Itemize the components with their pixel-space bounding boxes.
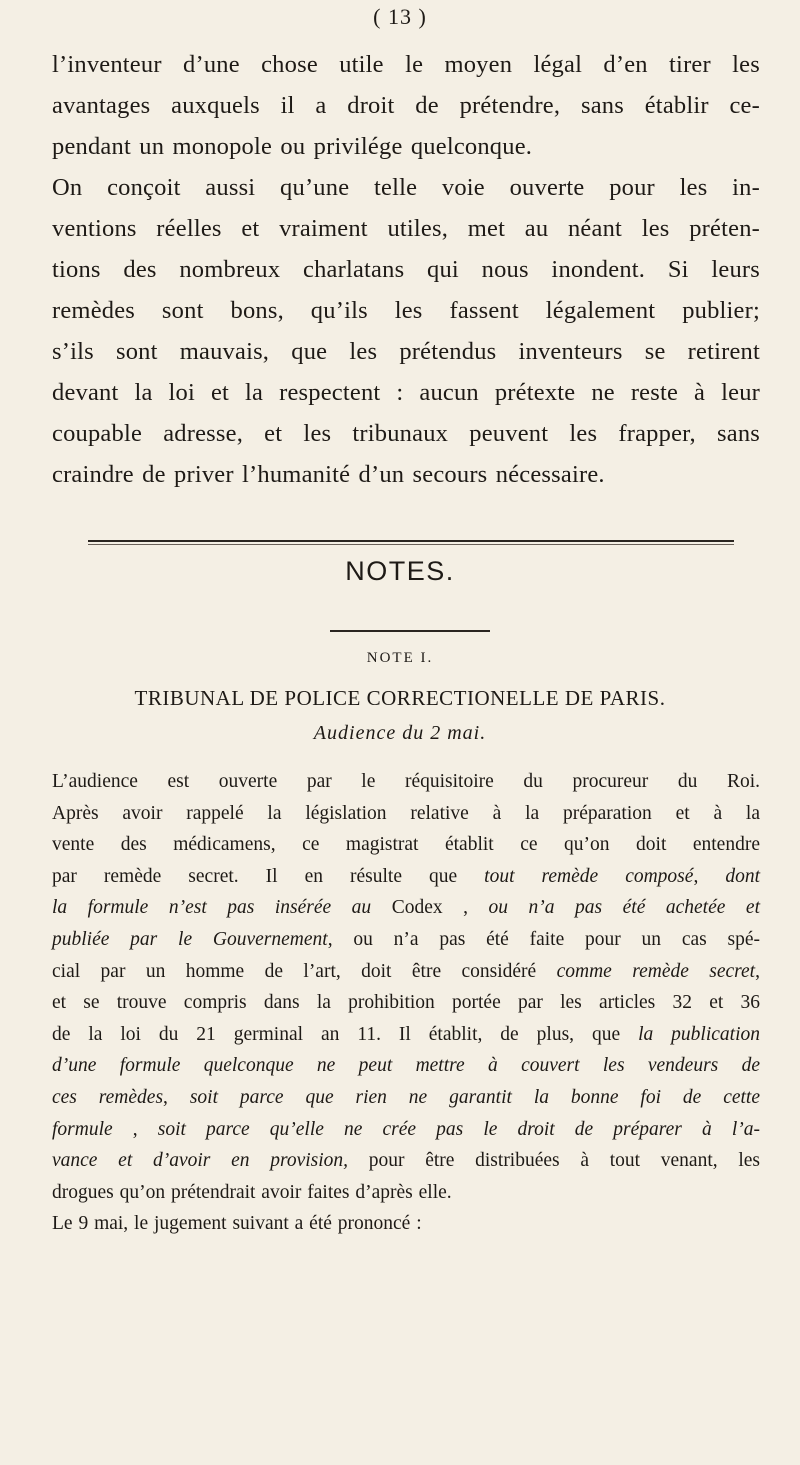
note-line xyxy=(52,766,760,798)
tribunal-heading: TRIBUNAL DE POLICE CORRECTIONELLE DE PARIS. xyxy=(134,686,666,710)
heading-rule xyxy=(330,630,490,632)
roman-run: Codex , xyxy=(371,897,489,919)
italic-run: comme remède secret xyxy=(556,960,756,982)
note-line xyxy=(52,1019,760,1051)
text-line: remèdes sont bons, qu’ils les fassent légalement publier; xyxy=(52,297,760,324)
page-number: ( 13 ) xyxy=(373,4,427,29)
italic-run: publiée par le Gouvernement xyxy=(52,928,328,950)
roman-run: de la loi du 21 germinal an 11. Il établit, de plus, que xyxy=(52,1023,639,1045)
italic-run: ces remèdes xyxy=(52,1086,164,1108)
roman-run: vente des médicamens, ce magistrat établit ce qu’on doit entendre xyxy=(52,834,760,856)
text-line: tions des nombreux charlatans qui nous inondent. Si leurs xyxy=(52,256,760,283)
note-line xyxy=(52,1177,760,1209)
roman-run: drogues qu’on prétendrait avoir faites d’après elle. xyxy=(52,1181,452,1203)
roman-run: , xyxy=(163,1086,190,1108)
note-label: NOTE I. xyxy=(366,650,434,666)
note-line xyxy=(52,987,760,1019)
roman-run: et se trouve compris dans la prohibition portée par les articles 32 et 36 xyxy=(52,992,760,1014)
note-line xyxy=(52,1145,760,1177)
note-line xyxy=(52,924,760,956)
roman-run: par remède secret. Il en résulte que xyxy=(52,865,485,887)
note-line xyxy=(52,892,760,924)
note-line xyxy=(52,861,760,893)
roman-run: L’audience est ouverte par le réquisitoire du procureur du Roi. xyxy=(52,771,760,792)
italic-run: tout remède composé xyxy=(484,865,694,887)
italic-run: soit parce qu’elle ne crée pas le droit de préparer à l’a- xyxy=(157,1118,760,1140)
italic-run: ou n’a pas été achetée et xyxy=(488,897,760,919)
italic-run: formule xyxy=(52,1118,113,1140)
text-line: s’ils sont mauvais, que les prétendus inventeurs se retirent xyxy=(52,338,760,365)
text-line: pendant un monopole ou privilége quelconque. xyxy=(52,133,533,160)
note-line xyxy=(52,956,760,988)
text-line: l’inventeur d’une chose utile le moyen légal d’en tirer les xyxy=(52,51,760,78)
note-line xyxy=(52,1082,760,1114)
note-line xyxy=(52,1208,760,1240)
text-line: coupable adresse, et les tribunaux peuvent les frapper, sans xyxy=(52,420,760,447)
italic-run: vance et d’avoir en provision, xyxy=(52,1150,349,1172)
italic-run: la formule n’est pas insérée au xyxy=(52,897,372,919)
roman-run: Le 9 mai, le jugement suivant a été prononcé : xyxy=(52,1213,422,1235)
audience-subheading: Audience du 2 mai. xyxy=(313,722,487,744)
text-line: avantages auxquels il a droit de prétendre, sans établir ce- xyxy=(52,92,760,119)
note-line xyxy=(52,1114,760,1146)
roman-run: , xyxy=(693,865,726,887)
note-line xyxy=(52,1050,760,1082)
roman-run: pour être distribuées à tout venant, les xyxy=(348,1150,760,1172)
note-line xyxy=(52,798,760,830)
italic-run: d’une formule quelconque ne peut mettre à couvert les vendeurs de xyxy=(52,1055,760,1077)
text-line: craindre de priver l’humanité d’un secours nécessaire. xyxy=(52,461,605,488)
italic-run: dont xyxy=(725,865,760,887)
roman-run: , xyxy=(112,1118,158,1140)
body-paragraphs xyxy=(52,44,760,495)
roman-run: , ou n’a pas été faite pour un cas spé- xyxy=(327,928,760,950)
note-line xyxy=(52,829,760,861)
italic-run: la publication xyxy=(638,1023,760,1045)
notes-heading: NOTES. xyxy=(345,556,455,586)
roman-run: , xyxy=(755,960,760,982)
section-divider xyxy=(88,540,734,542)
text-line: On conçoit aussi qu’une telle voie ouverte pour les in- xyxy=(52,174,760,201)
roman-run: cial par un homme de l’art, doit être considéré xyxy=(52,960,557,982)
note-paragraphs xyxy=(52,766,760,1240)
text-line: devant la loi et la respectent : aucun prétexte ne reste à leur xyxy=(52,379,760,406)
text-line: ventions réelles et vraiment utiles, met au néant les préten- xyxy=(52,215,760,242)
roman-run: Après avoir rappelé la législation relative à la préparation et à la xyxy=(52,802,760,824)
italic-run: soit parce que rien ne garantit la bonne foi de cette xyxy=(189,1086,760,1108)
